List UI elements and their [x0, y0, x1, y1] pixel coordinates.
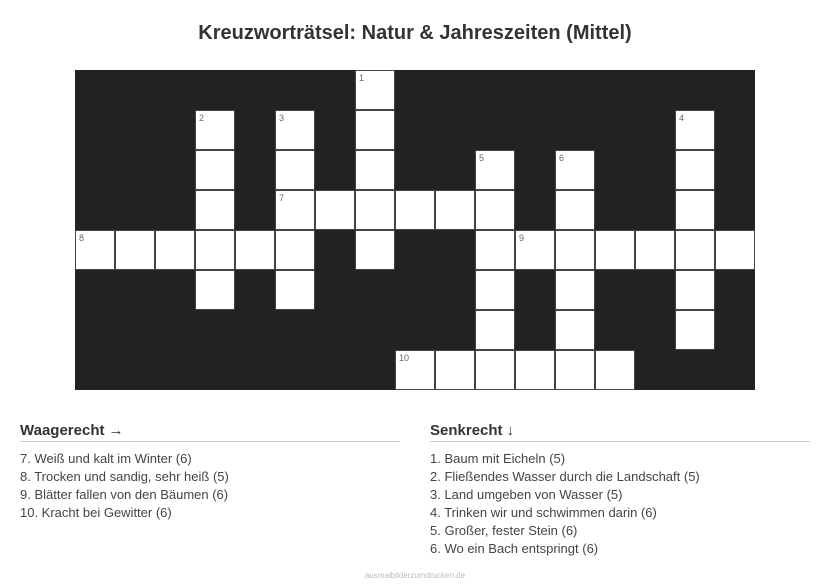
arrow-right-icon: →: [108, 422, 124, 439]
grid-cell[interactable]: [195, 190, 235, 230]
grid-cell[interactable]: [475, 230, 515, 270]
grid-cell[interactable]: [555, 190, 595, 230]
clue-down-item: 1. Baum mit Eicheln (5): [430, 451, 566, 466]
grid-cell[interactable]: [75, 230, 115, 270]
grid-cell[interactable]: [675, 110, 715, 150]
grid-cell[interactable]: [195, 230, 235, 270]
grid-cell[interactable]: [555, 350, 595, 390]
clue-down-item: 4. Trinken wir und schwimmen darin (6): [430, 505, 657, 520]
clue-down-item: 6. Wo ein Bach entspringt (6): [430, 541, 599, 556]
grid-cell[interactable]: [355, 110, 395, 150]
page-title: Kreuzworträtsel: Natur & Jahreszeiten (Mittel): [198, 22, 632, 44]
crossword-grid: [75, 70, 755, 390]
clue-down-item: 2. Fließendes Wasser durch die Landschaft (5): [430, 469, 700, 484]
grid-cell[interactable]: [195, 110, 235, 150]
grid-cell[interactable]: [475, 310, 515, 350]
grid-cell[interactable]: [515, 350, 555, 390]
grid-cell[interactable]: [115, 230, 155, 270]
grid-cell[interactable]: [355, 190, 395, 230]
clue-across-item: 9. Blätter fallen von den Bäumen (6): [20, 487, 229, 502]
grid-cell[interactable]: [555, 310, 595, 350]
cell-number: 10: [399, 353, 410, 363]
grid-cell[interactable]: [275, 230, 315, 270]
cell-number: 7: [279, 193, 285, 203]
arrow-down-icon: ↓: [506, 422, 515, 439]
grid-cell[interactable]: [675, 150, 715, 190]
grid-cell[interactable]: [475, 150, 515, 190]
grid-cell[interactable]: [715, 230, 755, 270]
grid-cell[interactable]: [195, 270, 235, 310]
grid-cell[interactable]: [635, 230, 675, 270]
cell-number: 3: [279, 113, 285, 123]
clues-down-list: [430, 450, 810, 558]
grid-cell[interactable]: [195, 150, 235, 190]
grid-cell[interactable]: [235, 230, 275, 270]
grid-cell[interactable]: [595, 230, 635, 270]
cell-number: 4: [679, 113, 685, 123]
cell-number: 9: [519, 233, 525, 243]
clues-down-heading-label: Senkrecht: [430, 422, 503, 439]
cell-number: 5: [479, 153, 485, 163]
grid-cell[interactable]: [275, 190, 315, 230]
cell-number: 6: [559, 153, 565, 163]
grid-cell[interactable]: [155, 230, 195, 270]
clues-across-heading-label: Waagerecht: [20, 422, 105, 439]
cell-number: 8: [79, 233, 85, 243]
grid-cell[interactable]: [595, 350, 635, 390]
grid-cell[interactable]: [515, 230, 555, 270]
footer-credit: ausmalbilderzumdrucken.de: [364, 571, 466, 580]
grid-cell[interactable]: [675, 270, 715, 310]
clue-across-item: 7. Weiß und kalt im Winter (6): [20, 451, 192, 466]
grid-cell[interactable]: [355, 70, 395, 110]
grid-cell[interactable]: [355, 150, 395, 190]
grid-cell[interactable]: [275, 110, 315, 150]
clues-across-list: [20, 450, 400, 522]
grid-cell[interactable]: [475, 190, 515, 230]
grid-cell[interactable]: [675, 190, 715, 230]
grid-cell[interactable]: [675, 230, 715, 270]
clue-across-item: 10. Kracht bei Gewitter (6): [20, 505, 172, 520]
grid-cell[interactable]: [675, 310, 715, 350]
clues-down-section: [430, 422, 810, 558]
clue-down-item: 3. Land umgeben von Wasser (5): [430, 487, 623, 502]
clues-down-heading: [430, 422, 810, 442]
grid-cell[interactable]: [475, 270, 515, 310]
grid-cell[interactable]: [435, 350, 475, 390]
grid-cell[interactable]: [555, 150, 595, 190]
grid-cell[interactable]: [395, 350, 435, 390]
grid-cell[interactable]: [355, 230, 395, 270]
grid-cell[interactable]: [315, 190, 355, 230]
cell-number: 1: [359, 73, 365, 83]
grid-cell[interactable]: [555, 230, 595, 270]
grid-cell[interactable]: [555, 270, 595, 310]
grid-cell[interactable]: [275, 150, 315, 190]
grid-cell[interactable]: [395, 190, 435, 230]
clue-across-item: 8. Trocken und sandig, sehr heiß (5): [20, 469, 229, 484]
grid-cell[interactable]: [435, 190, 475, 230]
grid-cell[interactable]: [275, 270, 315, 310]
clue-down-item: 5. Großer, fester Stein (6): [430, 523, 578, 538]
cell-number: 2: [199, 113, 205, 123]
grid-cell[interactable]: [475, 350, 515, 390]
clues-across-heading: [20, 422, 400, 442]
clues-across-section: [20, 422, 400, 522]
